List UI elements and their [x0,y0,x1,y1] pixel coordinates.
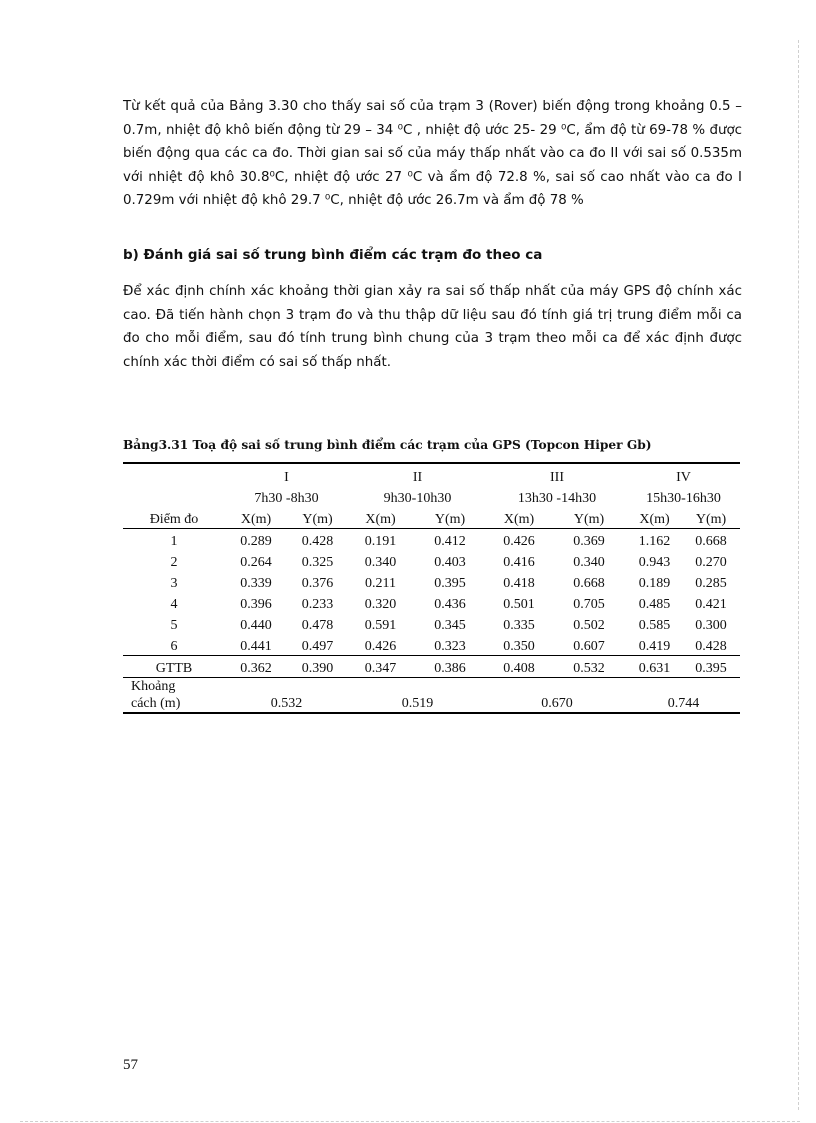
table-cell: 0.497 [301,639,334,654]
table-cell: 0.345 [434,618,466,633]
table-cell: 0.426 [503,534,535,549]
table-cell: 0.189 [638,576,671,591]
table-row [123,571,740,592]
table-cell: 0.428 [301,534,334,549]
table-cell: 0.426 [364,639,397,654]
table-cell: 0.403 [434,555,466,570]
distance-cell: 0.519 [348,678,487,714]
shift-roman: IV [627,463,740,486]
table-cell: 0.340 [364,555,397,570]
shift-time: 9h30-10h30 [383,491,452,506]
point-id: 1 [170,534,178,549]
table-cell: 0.591 [364,618,397,633]
table-body [123,529,740,656]
table-cell: 0.285 [695,576,727,591]
gttb-cell: 0.390 [287,656,348,678]
gttb-label: GTTB [123,656,225,678]
shift-time: 15h30-16h30 [646,491,721,506]
x-label: X(m) [225,507,287,529]
table-cell: 0.369 [573,534,605,549]
header-blank [123,463,225,486]
table-cell: 0.325 [301,555,334,570]
table-cell: 0.485 [638,597,671,612]
header-blank [123,486,225,507]
gttb-cell: 0.631 [627,656,682,678]
x-label: X(m) [627,507,682,529]
table-cell: 0.412 [434,534,466,549]
shift-roman: I [225,463,348,486]
table-cell: 0.416 [503,555,535,570]
table-row [123,529,740,551]
section-heading: b) Đánh giá sai số trung bình điểm các trạm đo theo ca [123,247,543,263]
table-cell: 0.264 [240,555,272,570]
table-cell: 0.501 [503,597,535,612]
table-cell: 1.162 [638,534,671,549]
table-row [123,592,740,613]
table-cell: 0.340 [573,555,605,570]
table-cell: 0.607 [573,639,605,654]
table-cell: 0.289 [240,534,272,549]
point-id: 3 [170,576,178,591]
point-id: 4 [170,597,178,612]
table-cell: 0.335 [503,618,535,633]
table-cell: 0.419 [638,639,671,654]
table-cell: 0.320 [364,597,397,612]
table-row [123,550,740,571]
table-cell: 0.441 [240,639,272,654]
distance-cell: 0.532 [225,678,348,714]
table-cell: 0.428 [695,639,727,654]
table-cell: 0.300 [695,618,727,633]
table-cell: 0.233 [301,597,334,612]
page-number: 57 [123,1057,138,1073]
y-label: Y(m) [682,507,740,529]
x-label: X(m) [487,507,551,529]
gttb-cell: 0.532 [551,656,627,678]
table-cell: 0.668 [573,576,605,591]
shift-time: 7h30 -8h30 [254,491,319,506]
y-label: Y(m) [413,507,487,529]
point-id: 2 [170,555,178,570]
table-header-roman [123,463,740,486]
table-cell: 0.418 [503,576,535,591]
shift-time: 13h30 -14h30 [517,491,597,506]
table-cell: 0.376 [301,576,334,591]
table-cell: 0.339 [240,576,272,591]
table-row [123,634,740,656]
table-header-time [123,486,740,507]
table-cell: 0.668 [695,534,727,549]
shift-roman: III [487,463,627,486]
point-id: 5 [170,618,178,633]
page-edge-right [798,40,799,1110]
table-row [123,613,740,634]
table-cell: 0.350 [503,639,535,654]
table-cell: 0.270 [695,555,727,570]
table-cell: 0.440 [240,618,272,633]
y-label: Y(m) [551,507,627,529]
gttb-row [123,656,740,678]
table-cell: 0.502 [573,618,605,633]
table-cell: 0.478 [301,618,334,633]
gttb-cell: 0.395 [682,656,740,678]
distance-label-line2: cách (m) [131,696,181,711]
shift-roman: II [348,463,487,486]
table-cell: 0.421 [695,597,727,612]
table-cell: 0.943 [638,555,671,570]
y-label: Y(m) [287,507,348,529]
distance-label [123,678,225,714]
table-cell: 0.705 [573,597,605,612]
table-cell: 0.395 [434,576,466,591]
paragraph-results: Từ kết quả của Bảng 3.30 cho thấy sai số của trạm 3 (Rover) biến động trong khoảng 0.5 – 0.7m, nhiệt độ khô biến động từ 29 – 34 ⁰C , nhiệt độ ước 25- 29 ⁰C, ẩm độ từ 69-78 % được biến động qua các ca đo. Thời gian sai số của máy thấp nhất vào ca đo II với sai số 0.535m với nhiệt độ khô 30.8⁰C, nhiệt độ ước 27 ⁰C và ẩm độ 72.8 %, sai số cao nhất vào ca đo I 0.729m với nhiệt độ khô 29.7 ⁰C, nhiệt độ ước 26.7m và ẩm độ 78 % [123,99,742,209]
point-header: Điểm đo [123,507,225,529]
gttb-cell: 0.347 [348,656,413,678]
table-header-xy [123,507,740,529]
table-cell: 0.191 [364,534,397,549]
gttb-cell: 0.362 [225,656,287,678]
table-cell: 0.211 [365,576,396,591]
page-edge-bottom [20,1121,800,1122]
table-cell: 0.585 [638,618,671,633]
table-cell: 0.436 [434,597,466,612]
distance-cell: 0.670 [487,678,627,714]
x-label: X(m) [348,507,413,529]
distance-cell: 0.744 [627,678,740,714]
table-cell: 0.323 [434,639,466,654]
error-table [123,462,740,714]
point-id: 6 [170,639,178,654]
table-caption: Bảng3.31 Toạ độ sai số trung bình điểm các trạm của GPS (Topcon Hiper Gb) [123,438,652,452]
distance-row [123,678,740,714]
paragraph-method: Để xác định chính xác khoảng thời gian xảy ra sai số thấp nhất của máy GPS độ chính xác cao. Đã tiến hành chọn 3 trạm đo và thu thập dữ liệu sau đó tính giá trị trung điểm mỗi ca đo cho mỗi điểm, sau đó tính trung bình chung của 3 trạm theo mỗi ca để xác định được chính xác thời điểm có sai số thấp nhất. [123,284,742,370]
gttb-cell: 0.408 [487,656,551,678]
table-cell: 0.396 [240,597,272,612]
gttb-cell: 0.386 [413,656,487,678]
distance-label-line1: Khoảng [131,679,176,694]
